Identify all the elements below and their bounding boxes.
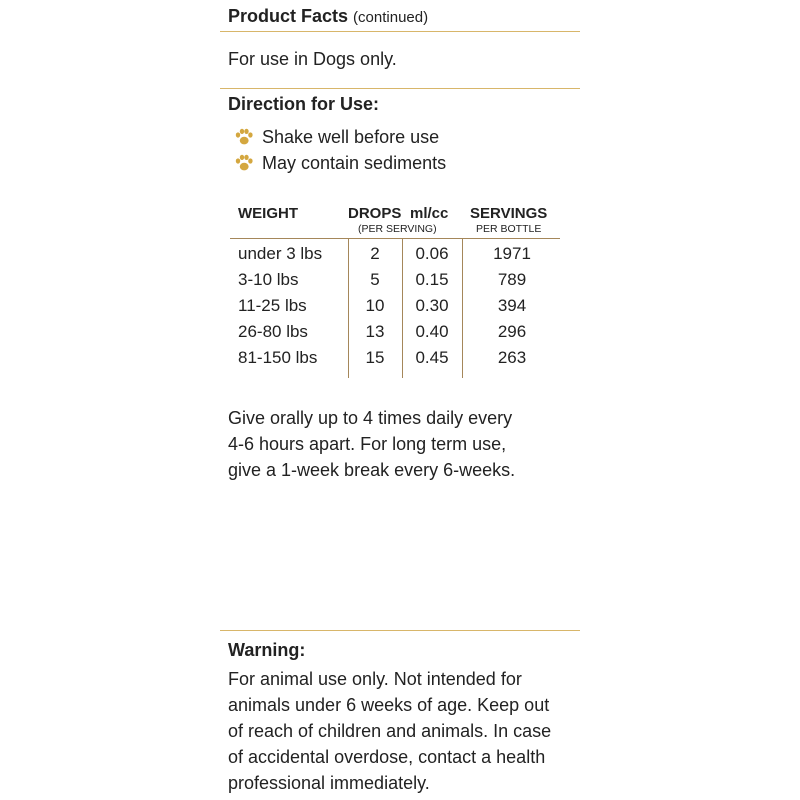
cell-drops: 2: [370, 244, 380, 263]
cell-servings: 1971: [493, 244, 531, 263]
dosing-instructions: [228, 405, 515, 483]
usage-note: For use in Dogs only.: [228, 49, 397, 69]
cell-servings: 789: [497, 270, 527, 289]
dosage-table: [230, 200, 570, 380]
title-text: Product Facts: [228, 6, 349, 26]
header-servings: SERVINGS: [470, 205, 548, 222]
list-item: [234, 150, 446, 176]
warning-line: of reach of children and animals. In case: [228, 721, 552, 741]
cell-weight: 11-25 lbs: [238, 296, 307, 315]
warning-line: animals under 6 weeks of age. Keep out: [228, 695, 550, 715]
cell-ml: 0.15: [415, 270, 449, 289]
cell-servings: 263: [497, 348, 527, 367]
paw-icon: [234, 128, 254, 146]
header-weight: WEIGHT: [238, 205, 298, 222]
bullet-text: Shake well before use: [262, 126, 440, 147]
cell-drops: 15: [365, 348, 385, 367]
divider-top: [220, 31, 580, 32]
warning-line: professional immediately.: [228, 773, 430, 793]
title-subtitle: (continued): [353, 9, 429, 26]
paw-icon: [234, 154, 254, 172]
cell-ml: 0.40: [415, 322, 449, 341]
cell-weight: 3-10 lbs: [238, 270, 299, 289]
cell-ml: 0.45: [415, 348, 449, 367]
page-title: [228, 6, 428, 27]
list-item: [234, 124, 446, 150]
warning-line: of accidental overdose, contact a health: [228, 747, 546, 767]
instruction-line: give a 1-week break every 6-weeks.: [228, 460, 516, 480]
cell-servings: 394: [497, 296, 527, 315]
divider-warning: [220, 630, 580, 631]
cell-weight: 81-150 lbs: [238, 348, 318, 367]
divider-directions: [220, 88, 580, 89]
cell-ml: 0.30: [415, 296, 449, 315]
directions-list: [234, 124, 446, 176]
header-ml: ml/cc: [410, 205, 449, 222]
cell-weight: under 3 lbs: [238, 244, 323, 263]
directions-heading: Direction for Use:: [228, 94, 380, 114]
header-servings-sub: PER BOTTLE: [476, 223, 542, 235]
instruction-line: 4-6 hours apart. For long term use,: [228, 434, 507, 454]
warning-text: [228, 666, 551, 796]
cell-drops: 10: [365, 296, 385, 315]
cell-weight: 26-80 lbs: [238, 322, 308, 341]
header-drops-sub: (PER SERVING): [358, 223, 437, 235]
instruction-line: Give orally up to 4 times daily every: [228, 408, 513, 428]
header-drops: DROPS: [348, 205, 402, 222]
bullet-text: May contain sediments: [262, 152, 447, 173]
cell-drops: 5: [370, 270, 380, 289]
cell-drops: 13: [365, 322, 385, 341]
table-header-rule: [230, 238, 560, 239]
warning-heading: Warning:: [228, 640, 306, 660]
warning-line: For animal use only. Not intended for: [228, 669, 522, 689]
cell-servings: 296: [497, 322, 527, 341]
cell-ml: 0.06: [415, 244, 449, 263]
